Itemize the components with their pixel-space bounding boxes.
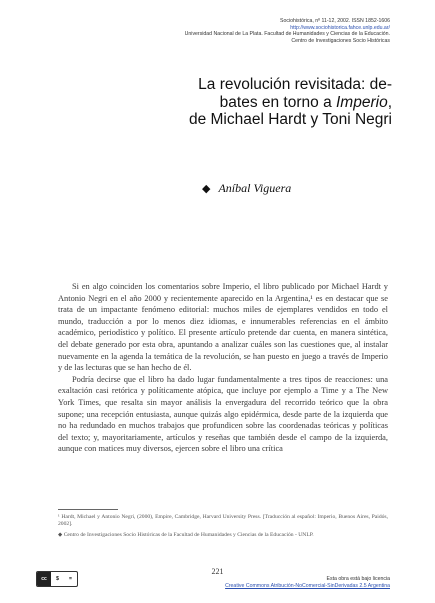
license-link[interactable]: Creative Commons Atribución-NoComercial-SinDerivadas 2.5 Argentina: [225, 583, 390, 589]
author-name: Aníbal Viguera: [218, 181, 292, 195]
article-body: [58, 281, 388, 455]
article-title: [172, 76, 392, 129]
title-book-name: Imperio: [336, 93, 388, 111]
footnote-affiliation: ◆ Centro de Investigaciones Socio Históricas de la Facultad de Humanidades y Ciencias de la Educación - UNLP.: [58, 532, 314, 538]
license-line: Esta obra está bajo licencia: [326, 576, 390, 582]
header-university: Universidad Nacional de La Plata. Facultad de Humanidades y Ciencias de la Educación.: [184, 31, 390, 38]
footnote-1: ¹ Hardt, Michael y Antonio Negri, (2000), Empire, Cambridge, Harvard University Press. [Traducción al español: Imperio, Buenos Aires, Paidós, 2002].: [58, 514, 388, 528]
title-line-1: La revolución revisitada: de-: [198, 76, 392, 93]
journal-header: [185, 18, 390, 44]
author-byline: [202, 181, 291, 196]
header-citation: Sociohistórica, nº 11-12, 2002. ISSN 1852-1606: [280, 18, 390, 24]
creative-commons-badge[interactable]: [36, 572, 78, 586]
page-number: 221: [211, 567, 224, 576]
footnote-rule: [58, 509, 118, 510]
license-notice: [225, 576, 390, 590]
header-url-link[interactable]: http://www.sociohistorica.fahce.unlp.edu.ar/: [290, 24, 390, 31]
title-line-2: bates en torno a Imperio,: [219, 93, 392, 111]
body-paragraph-1: Si en algo coinciden los comentarios sobre Imperio, el libro publicado por Michael Hardt y Antonio Negri en el año 2000 y recientemente aparecido en la Argentina,¹ es en destacar que se trata de un impactante fenómeno editorial: muchos miles de ejemplares vendidos en todo el mundo, traducción a por lo menos diez idiomas, e innumerables referencias en el ámbito académico, periodístico y político. El presente artículo pretende dar cuenta, en manera sintética, del debate generado por esta obra, apuntando a analizar cuáles son las cuestiones que, al instalar nuevamente en la agenda la temática de la revolución, se han puesto en juego a través de Imperio y de las lecturas que se han hecho de él.: [58, 282, 388, 373]
diamond-bullet-icon: ◆: [202, 183, 211, 195]
header-center: Centro de Investigaciones Socio Históricas: [291, 37, 390, 44]
cc-nd-icon: =: [68, 576, 72, 582]
body-paragraph-2: Podría decirse que el libro ha dado lugar fundamentalmente a tres tipos de reacciones: una exaltación casi retórica y políticamente atópica, que incluye por ejemplo a Time y a The New York Times, que resalta sin mayor análisis la envergadura del recorrido teórico que la obra supone; una recepción entusiasta, aunque quizás algo epidérmica, desde parte de la izquierda que no ha redundado en muchos trabajos que profundicen sobre las coordenadas teóricas y políticas del texto; y, mayoritariamente, artículos y reseñas que también desde el campo de la izquierda, aunque con matices muy diversos, ejercen sobre el libro una crítica: [58, 374, 388, 454]
cc-nc-icon: $: [56, 576, 59, 582]
title-line-3: de Michael Hardt y Toni Negri: [188, 111, 392, 128]
cc-license-icon: cc $ =: [36, 571, 78, 587]
